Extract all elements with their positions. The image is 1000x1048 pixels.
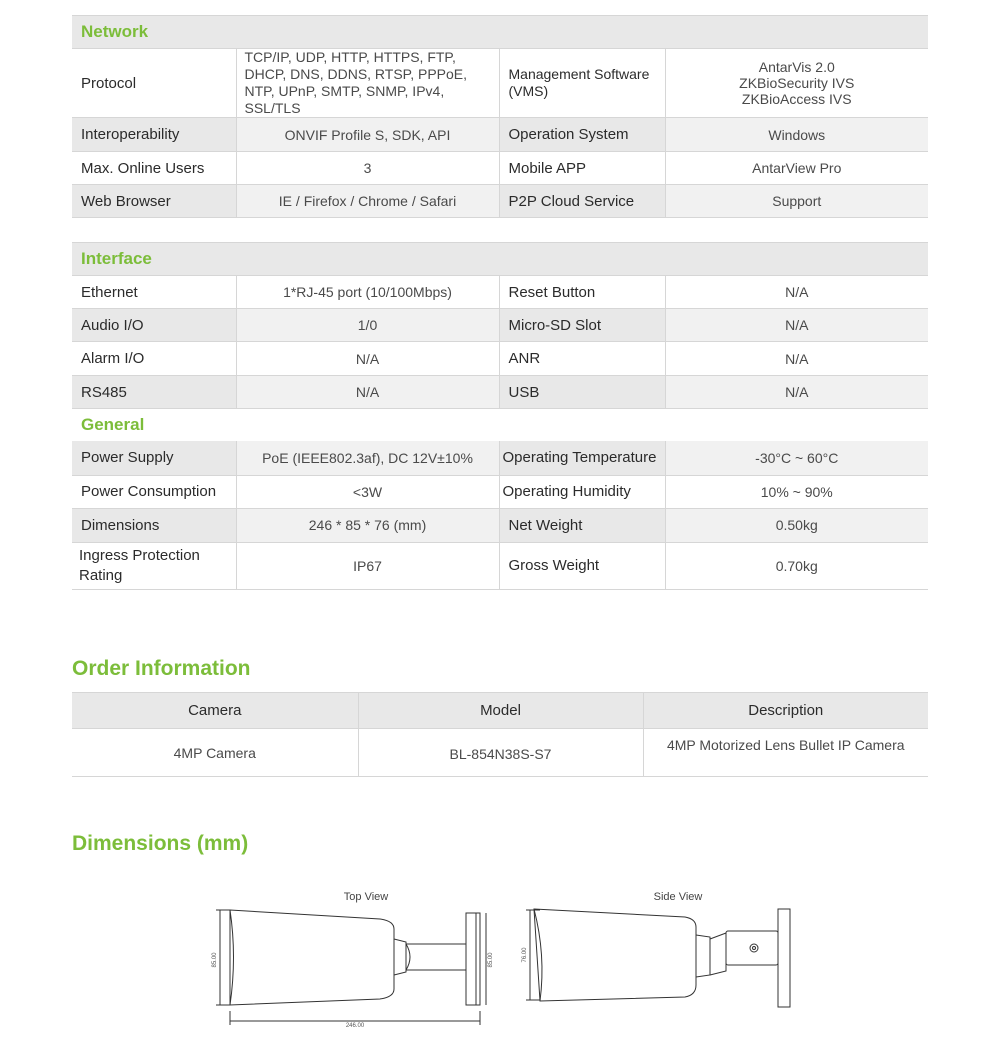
spec-value: N/A xyxy=(236,376,499,409)
spec-label: Operating Temperature xyxy=(499,441,665,475)
spec-row xyxy=(72,185,928,218)
spec-value: PoE (IEEE802.3af), DC 12V±10% xyxy=(236,441,499,475)
spec-value: 0.70kg xyxy=(665,542,928,589)
spec-label: USB xyxy=(499,376,665,409)
interface-section-title: Interface xyxy=(72,243,928,276)
spec-value: IE / Firefox / Chrome / Safari xyxy=(236,185,499,218)
spec-label: Web Browser xyxy=(72,185,236,218)
spec-label: Ethernet xyxy=(72,276,236,309)
order-model-cell: BL-854N38S-S7 xyxy=(358,729,643,777)
spec-label: Protocol xyxy=(72,49,236,118)
mount-plate-outline xyxy=(466,913,480,1005)
order-description-cell: 4MP Motorized Lens Bullet IP Camera xyxy=(643,729,928,777)
top-view-drawing xyxy=(210,905,500,1030)
top-view-label: Top View xyxy=(343,891,389,903)
mount-plate-outline xyxy=(778,909,790,1007)
general-header-row xyxy=(72,409,928,442)
spec-row xyxy=(72,49,928,118)
dimensions-title: Dimensions (mm) xyxy=(72,832,249,855)
spec-label: P2P Cloud Service xyxy=(499,185,665,218)
spec-row xyxy=(72,152,928,185)
spec-value: 3 xyxy=(236,152,499,185)
spec-row xyxy=(72,276,928,309)
order-table xyxy=(72,692,928,777)
top-length-text: 246.00 xyxy=(345,1023,365,1029)
spec-value: 1/0 xyxy=(236,309,499,342)
interface-header-row xyxy=(72,243,928,276)
spec-label: Audio I/O xyxy=(72,309,236,342)
spec-label: ANR xyxy=(499,342,665,376)
spec-label: Operating Humidity xyxy=(499,475,665,508)
interface-general-spec-table xyxy=(72,242,928,590)
spec-label: Gross Weight xyxy=(499,542,665,589)
spec-label: Interoperability xyxy=(72,118,236,152)
spec-value: AntarView Pro xyxy=(665,152,928,185)
spec-value: TCP/IP, UDP, HTTP, HTTPS, FTP, DHCP, DNS, DDNS, RTSP, PPPoE, NTP, UPnP, SMTP, SNMP, IPv4, SSL/TLS xyxy=(236,49,499,118)
order-header-model: Model xyxy=(358,693,643,729)
network-header-row xyxy=(72,16,928,49)
spec-value: -30°C ~ 60°C xyxy=(665,441,928,475)
side-view-label: Side View xyxy=(653,891,703,903)
spec-label: Max. Online Users xyxy=(72,152,236,185)
spec-value: 0.50kg xyxy=(665,508,928,542)
spec-label: Operation System xyxy=(499,118,665,152)
spec-row xyxy=(72,542,928,589)
camera-body-outline xyxy=(230,910,394,1005)
spec-label: Dimensions xyxy=(72,508,236,542)
spec-label: Micro-SD Slot xyxy=(499,309,665,342)
spec-label: Power Consumption xyxy=(72,475,236,508)
spec-value: N/A xyxy=(665,276,928,309)
spec-value: ONVIF Profile S, SDK, API xyxy=(236,118,499,152)
spec-value: N/A xyxy=(665,342,928,376)
spec-row xyxy=(72,376,928,409)
spec-label: Mobile APP xyxy=(499,152,665,185)
spec-value: 1*RJ-45 port (10/100Mbps) xyxy=(236,276,499,309)
camera-body-outline xyxy=(534,909,696,1001)
spec-value: 10% ~ 90% xyxy=(665,475,928,508)
spec-label: Management Software (VMS) xyxy=(499,49,665,118)
spec-label: Alarm I/O xyxy=(72,342,236,376)
spec-row xyxy=(72,342,928,376)
order-header-camera: Camera xyxy=(72,693,358,729)
order-header-description: Description xyxy=(643,693,928,729)
order-information-title: Order Information xyxy=(72,657,251,680)
general-section-title: General xyxy=(72,409,928,442)
order-header-row xyxy=(72,693,928,729)
spec-value: N/A xyxy=(665,376,928,409)
spec-row xyxy=(72,441,928,475)
order-camera-cell: 4MP Camera xyxy=(72,729,358,777)
spec-label: Net Weight xyxy=(499,508,665,542)
network-spec-table xyxy=(72,15,928,218)
bracket-screw-outline xyxy=(750,944,758,952)
spec-label: Reset Button xyxy=(499,276,665,309)
side-view-drawing xyxy=(520,905,810,1010)
spec-value: IP67 xyxy=(236,542,499,589)
spec-row xyxy=(72,508,928,542)
spec-value: <3W xyxy=(236,475,499,508)
spec-row xyxy=(72,309,928,342)
order-row xyxy=(72,729,928,777)
spec-value: 246 * 85 * 76 (mm) xyxy=(236,508,499,542)
top-height-text: 85.00 xyxy=(212,952,218,968)
spec-label: Ingress Protection Rating xyxy=(72,542,236,589)
spec-value: Support xyxy=(665,185,928,218)
spec-value: N/A xyxy=(665,309,928,342)
spec-row xyxy=(72,475,928,508)
spec-value: AntarVis 2.0 ZKBioSecurity IVS ZKBioAccess IVS xyxy=(665,49,928,118)
side-height-text: 76.00 xyxy=(522,947,528,963)
spec-row xyxy=(72,118,928,152)
spec-label: Power Supply xyxy=(72,441,236,475)
network-section-title: Network xyxy=(72,16,928,49)
spec-value: N/A xyxy=(236,342,499,376)
spec-label: RS485 xyxy=(72,376,236,409)
spec-value: Windows xyxy=(665,118,928,152)
top-mount-text: 85.00 xyxy=(488,952,494,968)
